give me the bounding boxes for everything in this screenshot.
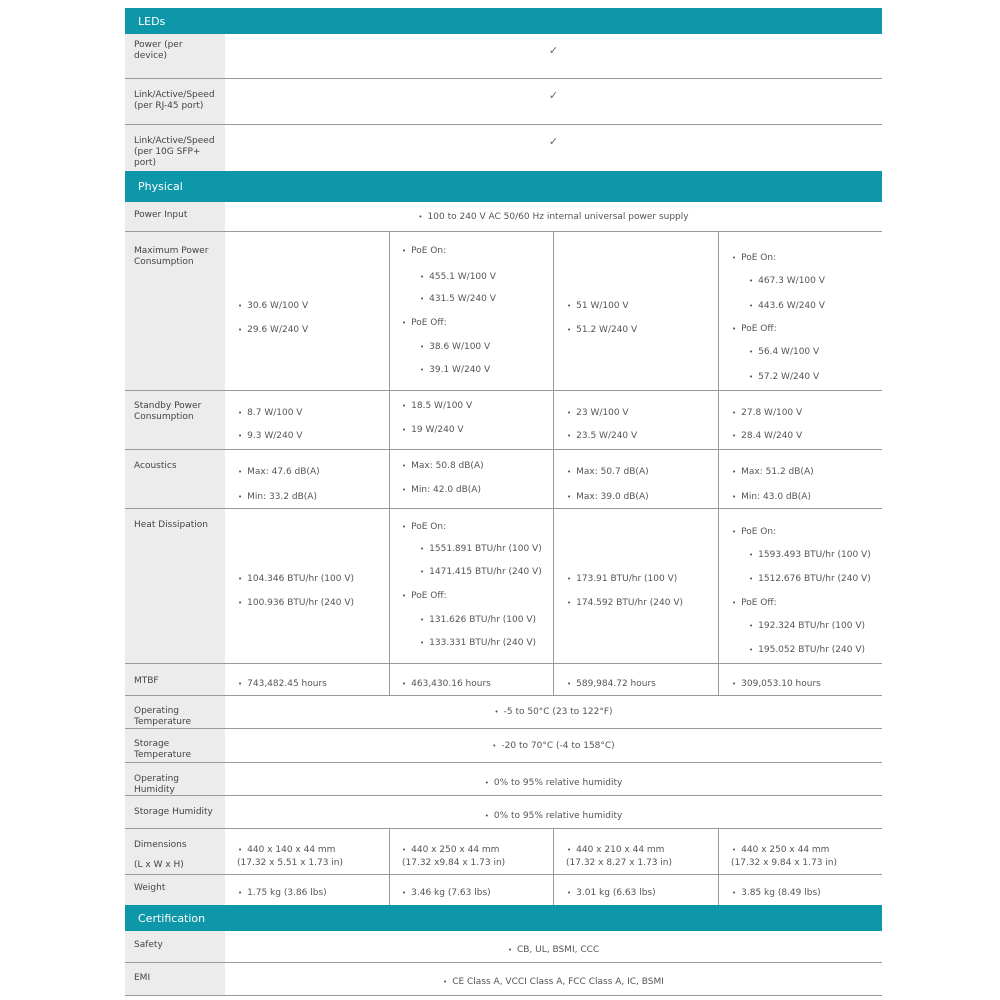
value-text: • 0% to 95% relative humidity: [485, 811, 623, 821]
spec-row-operating-temperature: [125, 696, 882, 729]
poe-on-label: • PoE On:: [402, 246, 446, 256]
poe-off-label: • PoE Off:: [402, 591, 447, 601]
value-line: • 431.5 W/240 V: [420, 294, 496, 304]
value-cell: [225, 829, 389, 874]
value-cell: [389, 509, 553, 663]
section-header-leds: [125, 8, 882, 34]
value-cell: [553, 829, 718, 874]
value-line: (17.32 x 8.27 x 1.73 in): [566, 858, 673, 868]
value-line: • Min: 33.2 dB(A): [238, 492, 317, 502]
row-label: Maximum Power Consumption: [125, 232, 225, 390]
value-line: • 23 W/100 V: [567, 408, 629, 418]
spec-row-heat: [125, 509, 882, 664]
value-text: • 0% to 95% relative humidity: [485, 778, 623, 788]
value-line: • 19 W/240 V: [402, 425, 464, 435]
value-line: • Max: 51.2 dB(A): [732, 467, 814, 477]
check-icon: ✓: [548, 44, 559, 57]
value-line: • 463,430.16 hours: [402, 679, 491, 689]
value-line: • 3.01 kg (6.63 lbs): [567, 888, 656, 898]
spec-row-weight: [125, 875, 882, 905]
value-line: • 440 x 140 x 44 mm: [238, 845, 335, 855]
value-cell: [718, 875, 882, 905]
value-line: • 100.936 BTU/hr (240 V): [238, 598, 354, 608]
value-cell: [553, 391, 718, 449]
value-cell: [225, 450, 389, 508]
value-text: • 100 to 240 V AC 50/60 Hz internal universal power supply: [418, 212, 688, 222]
value-cell: [553, 509, 718, 663]
section-header-physical: [125, 171, 882, 202]
spec-row-power-led: [125, 34, 882, 79]
spec-row-dimensions: [125, 829, 882, 875]
value-text: • CB, UL, BSMI, CCC: [508, 945, 599, 955]
value-cell: [553, 664, 718, 695]
row-value: [225, 696, 882, 728]
value-line: • 1512.676 BTU/hr (240 V): [749, 574, 871, 584]
value-line: • 104.346 BTU/hr (100 V): [238, 574, 354, 584]
row-label: Link/Active/Speed (per RJ-45 port): [125, 79, 225, 124]
value-cell: [389, 875, 553, 905]
value-cell: [718, 664, 882, 695]
row-label: Heat Dissipation: [125, 509, 225, 663]
row-value: [225, 202, 882, 231]
value-line: • 443.6 W/240 V: [749, 301, 825, 311]
row-label: Power (per device): [125, 34, 225, 78]
value-line: • Max: 50.7 dB(A): [567, 467, 649, 477]
value-cell: [225, 391, 389, 449]
value-line: • 589,984.72 hours: [567, 679, 656, 689]
value-line: • 3.46 kg (7.63 lbs): [402, 888, 491, 898]
check-icon: ✓: [548, 135, 559, 148]
section-title: Certification: [138, 911, 206, 925]
value-line: • Max: 39.0 dB(A): [567, 492, 649, 502]
section-header-certification: [125, 905, 882, 931]
spec-row-power-input: [125, 202, 882, 232]
value-cell: [225, 232, 389, 390]
value-line: • 1.75 kg (3.86 lbs): [238, 888, 327, 898]
value-text: • CE Class A, VCCI Class A, FCC Class A, IC, BSMI: [443, 977, 664, 987]
value-line: • 1593.493 BTU/hr (100 V): [749, 550, 871, 560]
spec-row-safety: [125, 931, 882, 963]
section-title: Physical: [138, 180, 183, 193]
row-label: Weight: [125, 875, 225, 905]
value-line: • 192.324 BTU/hr (100 V): [749, 621, 865, 631]
value-line: • 467.3 W/100 V: [749, 276, 825, 286]
value-cell: [553, 450, 718, 508]
value-line: • 51 W/100 V: [567, 301, 629, 311]
row-label: Link/Active/Speed (per 10G SFP+ port): [125, 125, 225, 171]
row-label: Safety: [125, 931, 225, 962]
row-label: Standby Power Consumption: [125, 391, 225, 449]
value-line: • 56.4 W/100 V: [749, 347, 819, 357]
value-cell: [553, 232, 718, 390]
value-line: • 39.1 W/240 V: [420, 365, 490, 375]
value-line: • 133.331 BTU/hr (240 V): [420, 638, 536, 648]
value-line: • Max: 47.6 dB(A): [238, 467, 320, 477]
section-title: LEDs: [138, 14, 166, 28]
value-line: • 173.91 BTU/hr (100 V): [567, 574, 677, 584]
value-cell: [389, 232, 553, 390]
spec-row-emi: [125, 963, 882, 996]
value-line: • 440 x 210 x 44 mm: [567, 845, 664, 855]
value-line: • 131.626 BTU/hr (100 V): [420, 615, 536, 625]
value-line: (17.32 x 5.51 x 1.73 in): [237, 858, 344, 868]
value-line: (17.32 x9.84 x 1.73 in): [402, 858, 506, 868]
row-label: Operating Temperature: [125, 696, 225, 728]
value-line: • 3.85 kg (8.49 lbs): [732, 888, 821, 898]
row-label: Storage Temperature: [125, 729, 225, 762]
spec-row-storage-humidity: [125, 796, 882, 829]
spec-row-standby: [125, 391, 882, 450]
value-line: • Min: 43.0 dB(A): [732, 492, 811, 502]
row-label: Power Input: [125, 202, 225, 231]
value-cell: [389, 829, 553, 874]
row-value: [225, 963, 882, 995]
value-cell: [225, 664, 389, 695]
spec-row-storage-temperature: [125, 729, 882, 763]
value-cell: [389, 664, 553, 695]
value-line: • Min: 42.0 dB(A): [402, 485, 481, 495]
value-cell: [225, 509, 389, 663]
row-label: Acoustics: [125, 450, 225, 508]
value-cell: [718, 232, 882, 390]
value-text: • -20 to 70°C (-4 to 158°C): [492, 741, 614, 751]
spec-row-link-sfp: [125, 125, 882, 171]
value-cell: [718, 391, 882, 449]
value-cell: [389, 450, 553, 508]
value-line: • 18.5 W/100 V: [402, 401, 472, 411]
row-value: [225, 763, 882, 795]
value-line: • Max: 50.8 dB(A): [402, 461, 484, 471]
value-line: • 30.6 W/100 V: [238, 301, 308, 311]
row-label: [125, 829, 225, 874]
value-line: • 440 x 250 x 44 mm: [402, 845, 499, 855]
value-line: • 57.2 W/240 V: [749, 372, 819, 382]
row-label-line: (L x W x H): [134, 860, 184, 870]
value-line: • 440 x 250 x 44 mm: [732, 845, 829, 855]
poe-on-label: • PoE On:: [732, 527, 776, 537]
spec-row-mtbf: [125, 664, 882, 696]
value-line: • 38.6 W/100 V: [420, 342, 490, 352]
value-cell: [553, 875, 718, 905]
value-line: • 195.052 BTU/hr (240 V): [749, 645, 865, 655]
row-value: [225, 931, 882, 962]
row-label: Storage Humidity: [125, 796, 225, 828]
value-line: • 8.7 W/100 V: [238, 408, 302, 418]
spec-row-operating-humidity: [125, 763, 882, 796]
row-label: EMI: [125, 963, 225, 995]
spec-row-max-power: [125, 232, 882, 391]
value-line: • 29.6 W/240 V: [238, 325, 308, 335]
poe-off-label: • PoE Off:: [402, 318, 447, 328]
value-cell: [389, 391, 553, 449]
poe-on-label: • PoE On:: [732, 253, 776, 263]
check-icon: ✓: [548, 89, 559, 102]
value-line: • 455.1 W/100 V: [420, 272, 496, 282]
row-value: [225, 729, 882, 762]
value-line: • 743,482.45 hours: [238, 679, 327, 689]
spec-row-link-rj45: [125, 79, 882, 125]
row-label: Operating Humidity: [125, 763, 225, 795]
value-cell: [225, 875, 389, 905]
value-cell: [718, 509, 882, 663]
row-label-line: Dimensions: [134, 840, 187, 850]
value-line: • 23.5 W/240 V: [567, 431, 637, 441]
value-cell: [718, 829, 882, 874]
value-line: • 9.3 W/240 V: [238, 431, 302, 441]
value-line: • 51.2 W/240 V: [567, 325, 637, 335]
value-cell: [718, 450, 882, 508]
row-value: [225, 796, 882, 828]
value-line: • 174.592 BTU/hr (240 V): [567, 598, 683, 608]
poe-on-label: • PoE On:: [402, 522, 446, 532]
spec-row-acoustics: [125, 450, 882, 509]
value-line: • 309,053.10 hours: [732, 679, 821, 689]
value-text: • -5 to 50°C (23 to 122°F): [494, 707, 612, 717]
row-label: MTBF: [125, 664, 225, 695]
value-line: • 27.8 W/100 V: [732, 408, 802, 418]
poe-off-label: • PoE Off:: [732, 324, 777, 334]
value-line: • 1551.891 BTU/hr (100 V): [420, 544, 542, 554]
value-line: • 28.4 W/240 V: [732, 431, 802, 441]
value-line: • 1471.415 BTU/hr (240 V): [420, 567, 542, 577]
poe-off-label: • PoE Off:: [732, 598, 777, 608]
value-line: (17.32 x 9.84 x 1.73 in): [731, 858, 838, 868]
